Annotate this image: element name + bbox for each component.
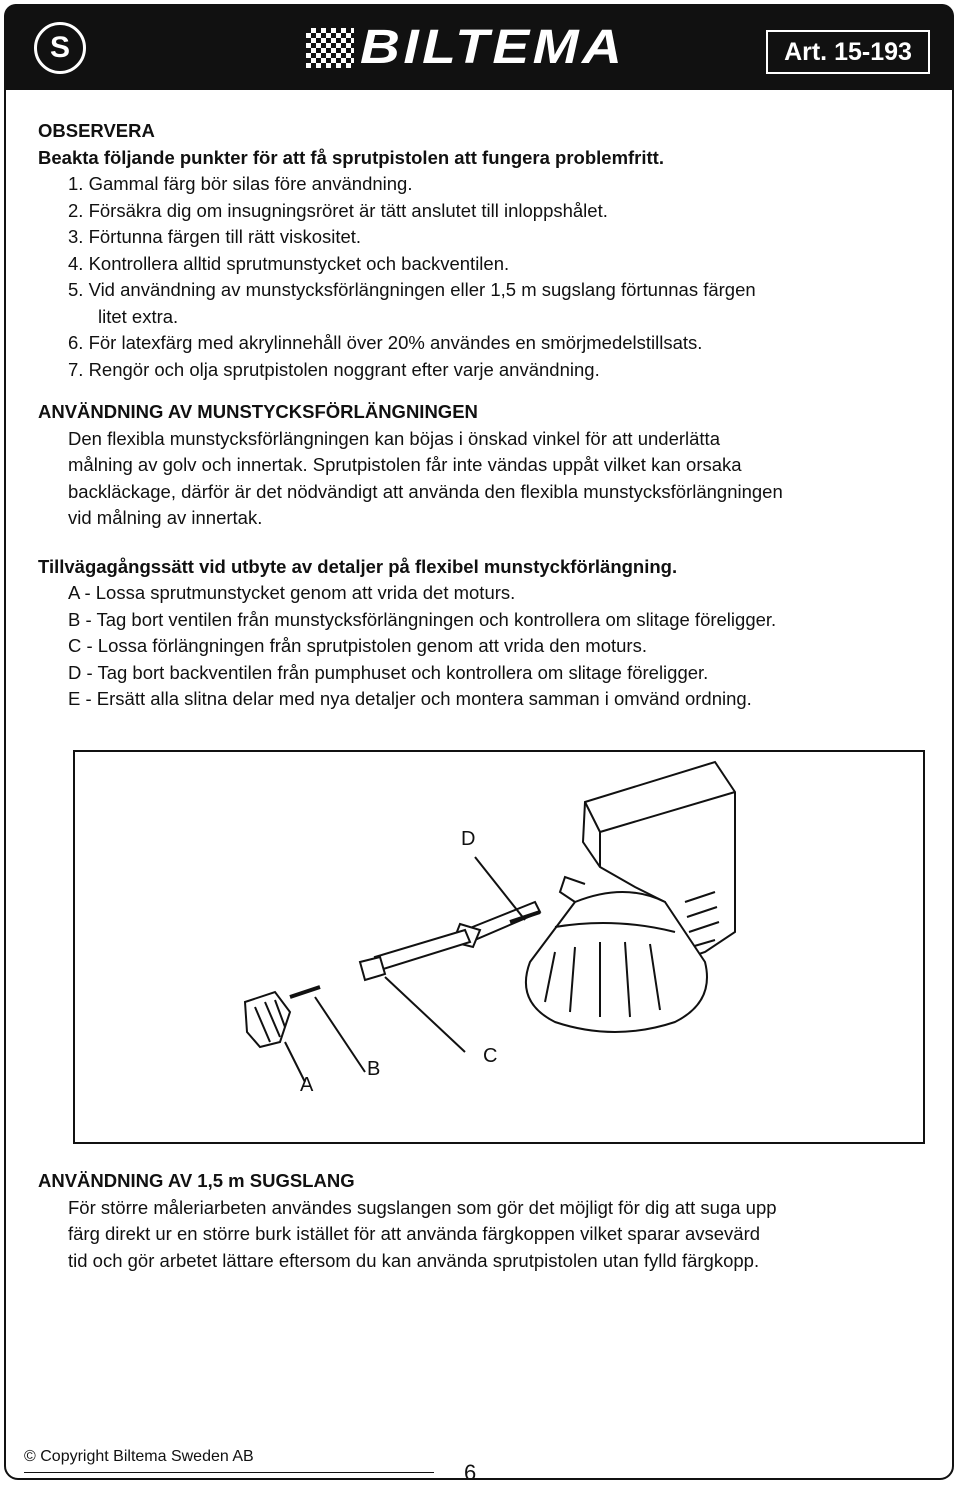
figure-label-b: B: [367, 1058, 381, 1080]
hose-title: ANVÄNDNING AV 1,5 m SUGSLANG: [38, 1170, 355, 1191]
valve-part-b: [290, 987, 320, 997]
list-item: 2. Försäkra dig om insugningsröret är tätt anslutet till inloppshålet.: [68, 199, 608, 221]
checkered-flag-icon: [306, 28, 354, 68]
list-item: 3. Förtunna färgen till rätt viskositet.: [68, 226, 362, 247]
parts-illustration: [73, 750, 925, 1144]
header-bar: [4, 4, 954, 90]
procedure-step: C - Lossa förlängningen från sprutpistolen genom att vrida den moturs.: [68, 635, 647, 656]
main-content: [38, 118, 928, 713]
procedure-step: D - Tag bort backventilen från pumphuset och kontrollera om slitage föreligger.: [68, 661, 709, 683]
list-item-continuation: litet extra.: [98, 305, 179, 327]
extension-line: backläckage, därför är det nödvändigt att använda den flexibla munstycksförlängningen: [68, 480, 783, 502]
list-item: 1. Gammal färg bör silas före användning.: [68, 173, 413, 194]
list-item: 4. Kontrollera alltid sprutmunstycket och backventilen.: [68, 252, 510, 274]
hose-section: [38, 1168, 928, 1274]
list-item: 6. För latexfärg med akrylinnehåll över 20% användes en smörjmedelstillsats.: [68, 332, 703, 353]
brand-logo: [306, 21, 666, 74]
figure-label-c: C: [483, 1045, 498, 1067]
extension-title: ANVÄNDNING AV MUNSTYCKSFÖRLÄNGNINGEN: [38, 401, 478, 422]
figure-label-a: A: [300, 1074, 314, 1096]
hose-line: tid och gör arbetet lättare eftersom du kan använda sprutpistolen utan fylld färgkopp.: [68, 1249, 760, 1271]
procedure-step: B - Tag bort ventilen från munstycksförlängningen och kontrollera om slitage föreligger.: [68, 608, 777, 630]
footer-divider: [24, 1472, 434, 1473]
article-number: Art. 15-193: [766, 30, 930, 74]
list-item: 5. Vid användning av munstycksförlängningen eller 1,5 m sugslang förtunnas färgen: [68, 279, 756, 300]
extension-line: vid målning av innertak.: [68, 507, 263, 528]
figure-label-d: D: [461, 828, 476, 850]
hose-line: färg direkt ur en större burk istället för att använda färgkoppen vilket sparar avsevärd: [68, 1223, 761, 1244]
procedure-step: E - Ersätt alla slitna delar med nya detaljer och montera samman i omvänd ordning.: [68, 688, 752, 709]
observera-title: OBSERVERA: [38, 120, 155, 141]
spray-gun-diagram: [75, 752, 923, 1142]
hose-line: För större måleriarbeten användes sugslangen som gör det möjligt för dig att suga upp: [68, 1196, 777, 1218]
procedure-title: Tillvägagångssätt vid utbyte av detaljer på flexibel munstyckförlängning.: [38, 555, 678, 577]
copyright-text: © Copyright Biltema Sweden AB: [24, 1448, 254, 1465]
observera-intro: Beakta följande punkter för att få sprutpistolen att fungera problemfritt.: [38, 146, 664, 168]
procedure-step: A - Lossa sprutmunstycket genom att vrida det moturs.: [68, 582, 516, 603]
extension-line: Den flexibla munstycksförlängningen kan böjas i önskad vinkel för att underlätta: [68, 427, 720, 449]
observera-list: [38, 171, 928, 383]
language-badge: S: [34, 22, 86, 74]
brand-name: BILTEMA: [360, 21, 626, 74]
list-item: 7. Rengör och olja sprutpistolen noggrant efter varje användning.: [68, 358, 600, 380]
extension-line: målning av golv och innertak. Sprutpistolen får inte vändas uppåt vilket kan orsaka: [68, 454, 742, 475]
page-number: 6: [464, 1460, 477, 1485]
